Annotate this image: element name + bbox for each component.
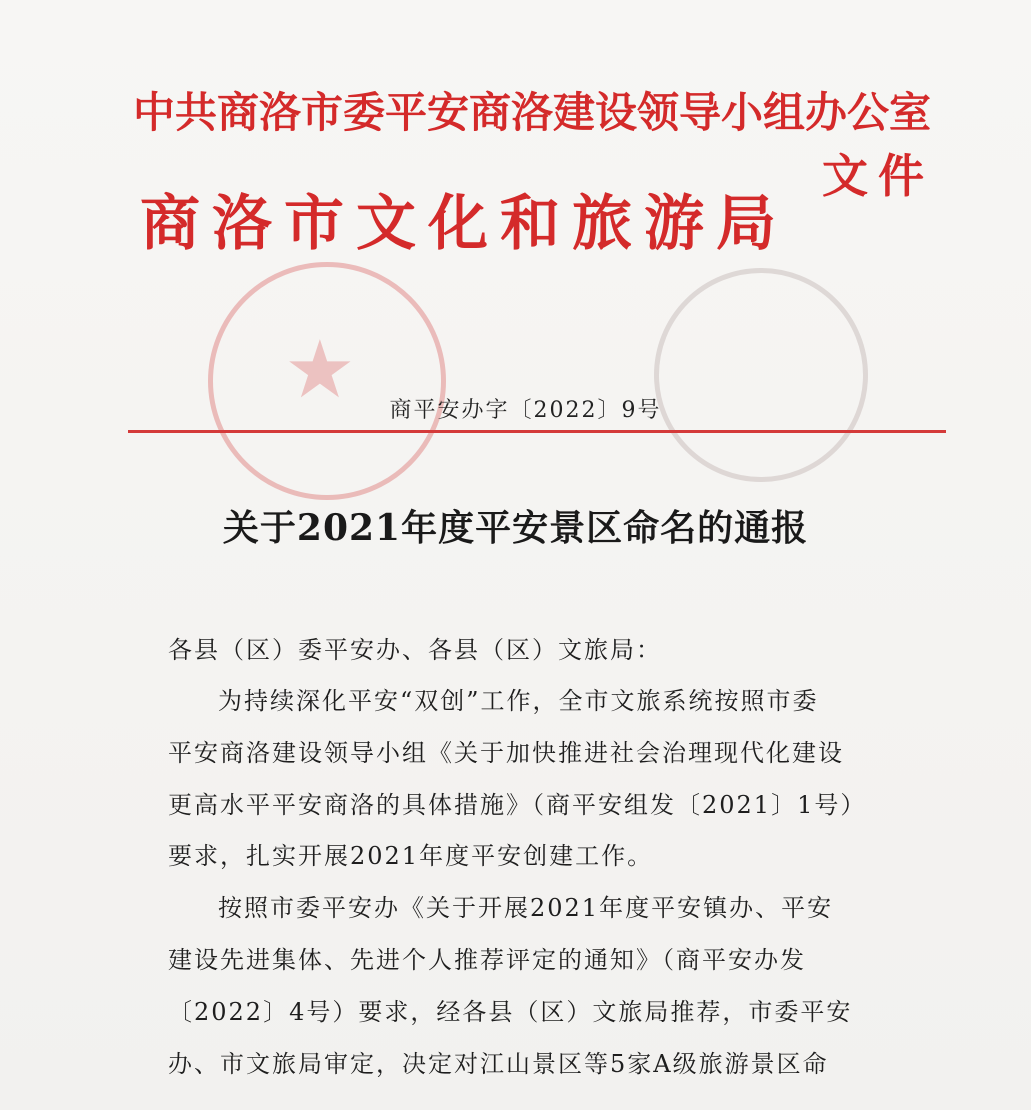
letterhead-line-1: 中共商洛市委平安商洛建设领导小组办公室	[133, 88, 932, 137]
seal-star-icon: ★	[284, 323, 356, 416]
document-title: 关于2021年度平安景区命名的通报	[222, 507, 809, 549]
paragraph-2-line-4: 办、市文旅局审定，决定对江山景区等5家A级旅游景区命	[168, 1050, 829, 1078]
paragraph-1-line-3: 更高水平平安商洛的具体措施》（商平安组发〔2021〕1号）	[168, 791, 867, 819]
official-seal-right	[654, 268, 868, 482]
red-divider	[128, 430, 946, 433]
salutation: 各县（区）委平安办、各县（区）文旅局：	[168, 636, 662, 664]
paragraph-2-line-1: 按照市委平安办《关于开展2021年度平安镇办、平安	[218, 894, 834, 922]
paragraph-2-line-3: 〔2022〕4号）要求，经各县（区）文旅局推荐，市委平安	[168, 998, 853, 1026]
paragraph-1-line-1: 为持续深化平安“双创”工作，全市文旅系统按照市委	[218, 687, 819, 715]
paragraph-1-line-4: 要求，扎实开展2021年度平安创建工作。	[168, 842, 654, 870]
paragraph-2-line-2: 建设先进集体、先进个人推荐评定的通知》（商平安办发	[168, 946, 806, 974]
paragraph-1-line-2: 平安商洛建设领导小组《关于加快推进社会治理现代化建设	[168, 739, 844, 767]
letterhead-line-2: 商洛市文化和旅游局	[140, 189, 788, 259]
letterhead-suffix: 文件	[822, 149, 934, 203]
document-number: 商平安办字〔2022〕9号	[389, 398, 662, 423]
